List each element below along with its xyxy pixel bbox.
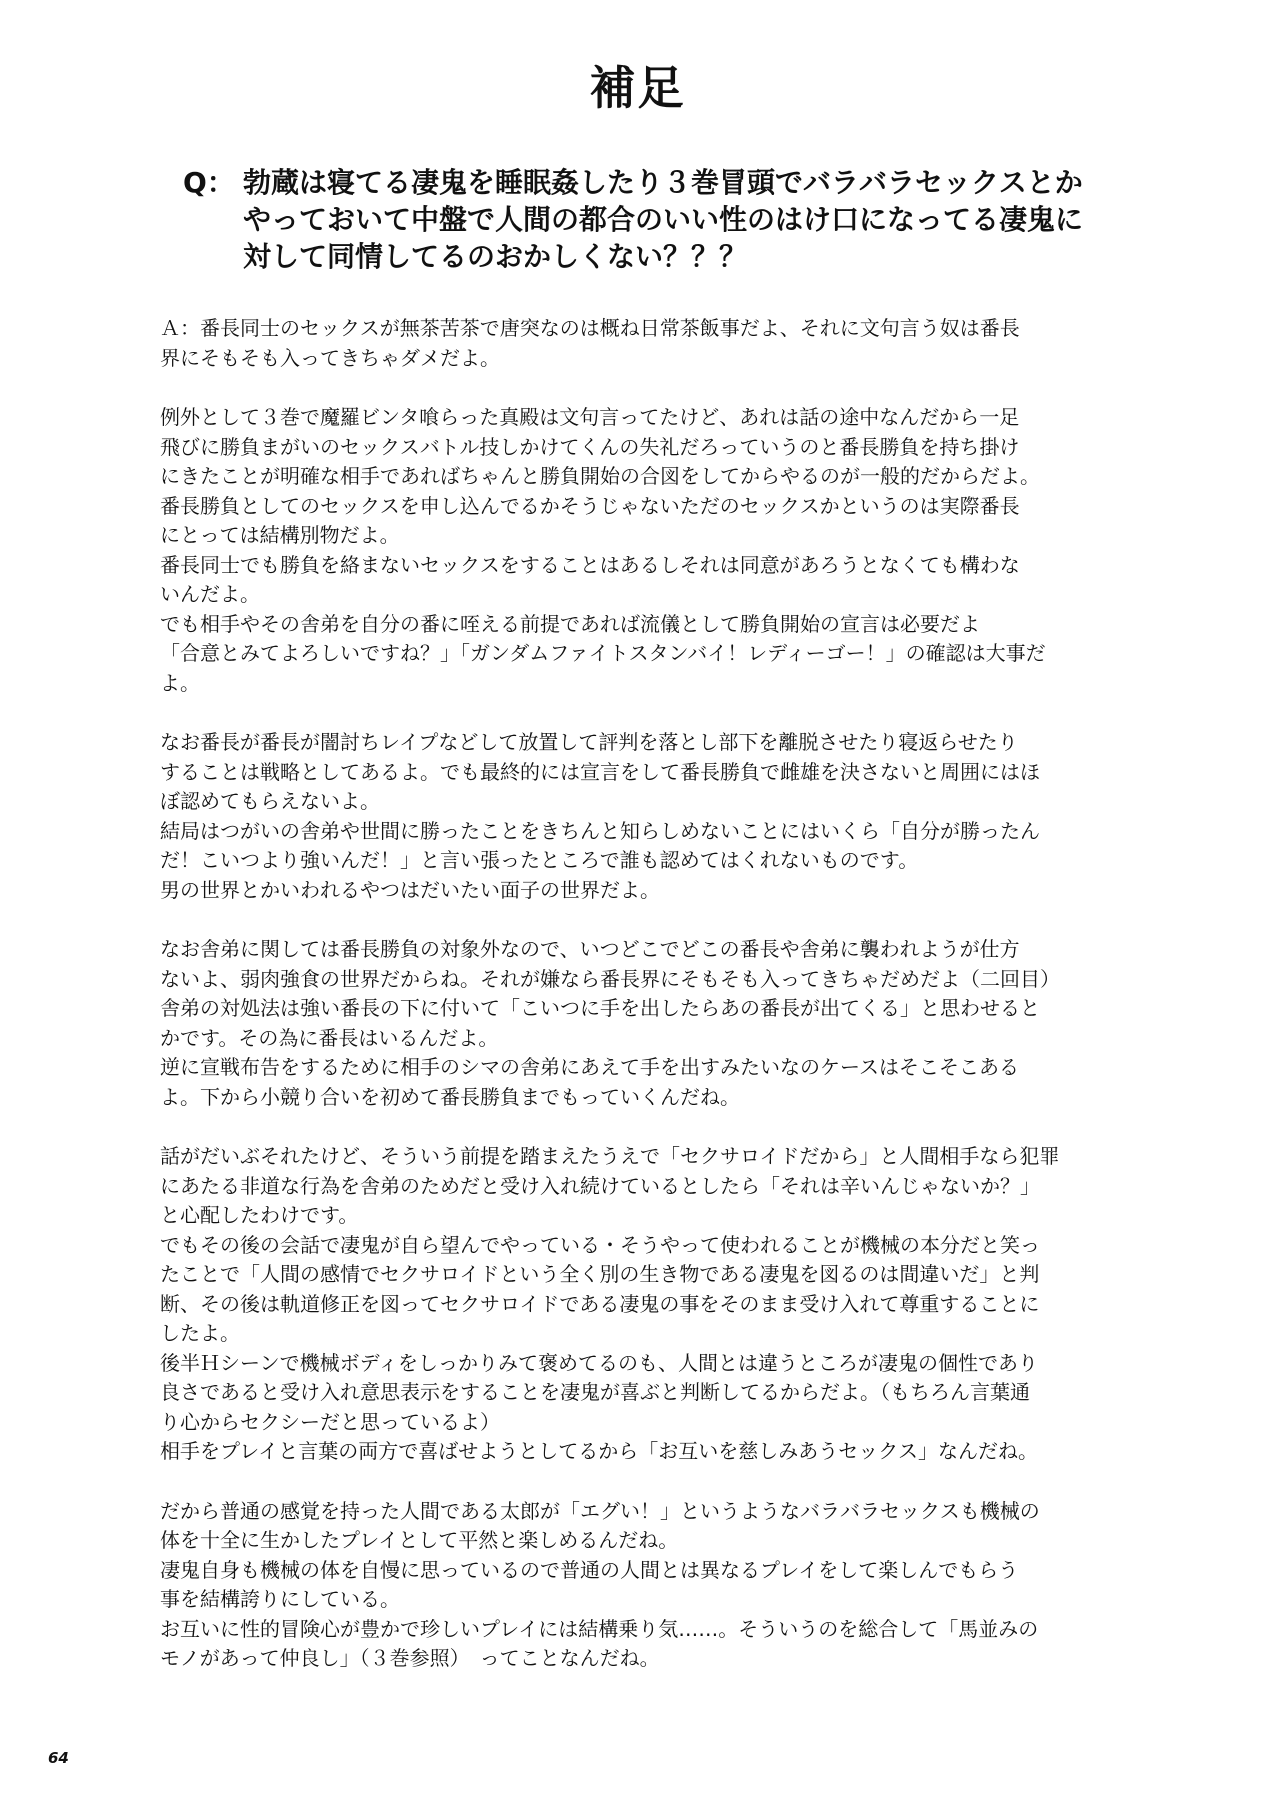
answer-line: にとっては結構別物だよ。 (160, 523, 400, 547)
answer-line: ぼ認めてもらえないよ。 (160, 789, 380, 813)
answer-line: にあたる非道な行為を舎弟のためだと受け入れ続けているとしたら「それは辛いんじゃないか？」 (160, 1173, 1040, 1198)
answer-block (160, 314, 1150, 1674)
answer-line: り心からセクシーだと思っているよ） (160, 1409, 500, 1434)
answer-line: することは戦略としてあるよ。でも最終的には宣言をして番長勝負で雌雄を決さないと周囲にはほ (160, 759, 1040, 784)
answer-line: 良さであると受け入れ意思表示をすることを凄鬼が喜ぶと判断してるからだよ。（もちろん言葉通 (160, 1380, 1030, 1404)
answer-line: よ。下から小競り合いを初めて番長勝負までもっていくんだね。 (160, 1084, 740, 1109)
answer-line: と心配したわけです。 (160, 1203, 359, 1227)
answer-line: 相手をプレイと言葉の両方で喜ばせようとしてるから「お互いを慈しみあうセックス」なんだね。 (160, 1439, 1038, 1463)
answer-line: でも相手やその舎弟を自分の番に咥える前提であれば流儀として勝負開始の宣言は必要だよ (160, 611, 980, 636)
answer-line: 番長同士でも勝負を絡まないセックスをすることはあるしそれは同意があろうとなくても構わな (160, 552, 1020, 577)
answer-line: モノがあって仲良し」（３巻参照） ってことなんだね。 (160, 1646, 660, 1670)
answer-line: 凄鬼自身も機械の体を自慢に思っているので普通の人間とは異なるプレイをして楽しんでもらう (160, 1557, 1019, 1582)
question-text: 対して同情してるのおかしくない？？？ (243, 240, 748, 273)
answer-line: 「合意とみてよろしいですね？」「ガンダムファイトスタンバイ！レディーゴー！」の確認は大事だ (160, 641, 1046, 665)
answer-line: いんだよ。 (160, 582, 260, 606)
question-text: 勃蔵は寝てる凄鬼を睡眠姦したり３巻冒頭でバラバラセックスとか (243, 166, 1083, 199)
answer-line: 舎弟の対処法は強い番長の下に付いて「こいつに手を出したらあの番長が出てくる」と思わせると (160, 996, 1040, 1020)
answer-line: 話がだいぶそれたけど、そういう前提を踏まえたうえで「セクサロイドだから」と人間相手なら犯罪 (160, 1144, 1060, 1168)
question-text: やっておいて中盤で人間の都合のいい性のはけ口になってる凄鬼に (243, 203, 1084, 236)
page-title: 補足 (589, 61, 686, 115)
answer-line: なお舎弟に関しては番長勝負の対象外なので、いつどこでどこの番長や舎弟に襲われようが仕方 (160, 937, 1020, 961)
answer-line: 後半Ｈシーンで機械ボディをしっかりみて褒めてるのも、人間とは違うところが凄鬼の個性であり (160, 1350, 1038, 1375)
answer-line: 飛びに勝負まがいのセックスバトル技しかけてくんの失礼だろっていうのと番長勝負を持ち掛け (160, 434, 1020, 459)
answer-line: 事を結構誇りにしている。 (160, 1587, 400, 1611)
answer-line: たことで「人間の感情でセクサロイドという全く別の生き物である凄鬼を図るのは間違いだ」と判 (160, 1262, 1040, 1286)
question-block (183, 164, 1103, 275)
question-line (183, 201, 1103, 238)
answer-line: 断、その後は軌道修正を図ってセクサロイドである凄鬼の事をそのまま受け入れて尊重することに (160, 1291, 1040, 1316)
page-number: 64 (48, 1749, 69, 1767)
answer-line: だ！こいつより強いんだ！」と言い張ったところで誰も認めてはくれないものです。 (160, 848, 919, 872)
answer-line: でもその後の会話で凄鬼が自ら望んでやっている・そうやって使われることが機械の本分だと笑っ (160, 1232, 1040, 1257)
paragraph-gap (160, 698, 1150, 728)
paragraph-gap (160, 373, 1150, 403)
answer-line: 番長勝負としてのセックスを申し込んでるかそうじゃないただのセックスかというのは実際番長 (160, 493, 1020, 518)
question-line (183, 164, 1103, 201)
answer-line: だから普通の感覚を持った人間である太郎が「エグい！」というようなバラバラセックスも機械の (160, 1498, 1040, 1523)
answer-line: よ。 (160, 670, 200, 695)
answer-line: 例外として３巻で魔羅ビンタ喰らった真殿は文句言ってたけど、あれは話の途中なんだから一足 (160, 405, 1020, 429)
answer-line: 界にそもそも入ってきちゃダメだよ。 (160, 345, 500, 370)
answer-line: 逆に宣戦布告をするために相手のシマの舎弟にあえて手を出すみたいなのケースはそこそこある (160, 1055, 1019, 1079)
answer-line: Ａ：番長同士のセックスが無茶苦茶で唐突なのは概ね日常茶飯事だよ、それに文句言う奴は番長 (160, 316, 1020, 340)
answer-line: したよ。 (160, 1321, 240, 1345)
answer-line: かです。その為に番長はいるんだよ。 (160, 1025, 499, 1050)
answer-line: ないよ、弱肉強食の世界だからね。それが嫌なら番長界にそもそも入ってきちゃだめだよ（二回目） (160, 966, 1060, 991)
paragraph-gap (160, 1467, 1150, 1497)
answer-line: 体を十全に生かしたプレイとして平然と楽しめるんだね。 (160, 1528, 679, 1552)
answer-line: 男の世界とかいわれるやつはだいたい面子の世界だよ。 (160, 877, 660, 902)
paragraph-gap (160, 905, 1150, 935)
paragraph-gap (160, 1112, 1150, 1142)
answer-line: なお番長が番長が闇討ちレイプなどして放置して評判を落とし部下を離脱させたり寝返らせたり (160, 730, 1018, 754)
question-prefix: Q： (183, 166, 235, 199)
answer-line: 結局はつがいの舎弟や世間に勝ったことをきちんと知らしめないことにはいくら「自分が勝ったん (160, 818, 1040, 843)
question-line (183, 238, 1103, 275)
answer-line: お互いに性的冒険心が豊かで珍しいプレイには結構乗り気……。そういうのを総合して「馬並みの (160, 1616, 1039, 1641)
answer-line: にきたことが明確な相手であればちゃんと勝負開始の合図をしてからやるのが一般的だからだよ。 (160, 464, 1040, 488)
